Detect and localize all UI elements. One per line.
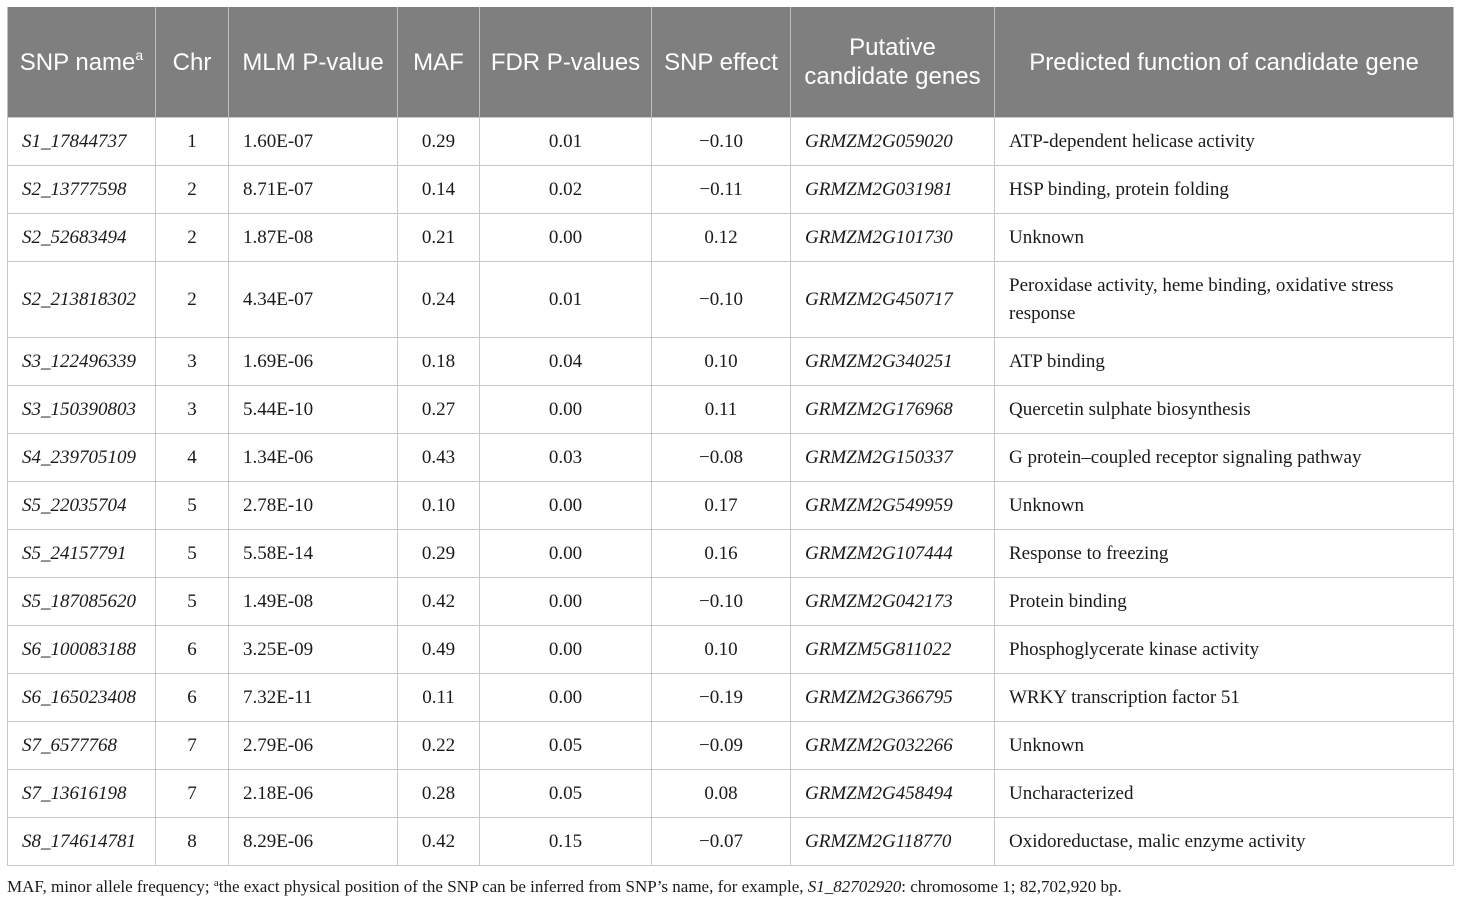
cell-maf: 0.29 (398, 530, 480, 578)
cell-chr: 6 (156, 674, 229, 722)
cell-candidate-gene: GRMZM2G150337 (791, 434, 995, 482)
cell-snp-effect: −0.11 (652, 166, 791, 214)
table-row (8, 386, 1454, 434)
cell-mlm-pvalue: 5.58E-14 (229, 530, 398, 578)
cell-mlm-pvalue: 1.49E-08 (229, 578, 398, 626)
cell-mlm-pvalue: 1.60E-07 (229, 118, 398, 166)
cell-predicted-function: G protein–coupled receptor signaling pathway (995, 434, 1454, 482)
cell-mlm-pvalue: 8.71E-07 (229, 166, 398, 214)
cell-snp-name: S6_165023408 (8, 674, 156, 722)
table-row (8, 118, 1454, 166)
cell-fdr: 0.00 (480, 626, 652, 674)
header-mlm-pvalue: MLM P-value (229, 7, 398, 118)
cell-candidate-gene: GRMZM2G450717 (791, 262, 995, 338)
header-predicted-function: Predicted function of candidate gene (995, 7, 1454, 118)
cell-maf: 0.22 (398, 722, 480, 770)
cell-chr: 7 (156, 722, 229, 770)
cell-snp-name: S5_187085620 (8, 578, 156, 626)
table-row (8, 338, 1454, 386)
cell-fdr: 0.02 (480, 166, 652, 214)
cell-chr: 6 (156, 626, 229, 674)
table-row (8, 434, 1454, 482)
cell-chr: 2 (156, 262, 229, 338)
table-footnote: MAF, minor allele frequency; $^a$the exact physical position of the SNP can be inferred from SNP’s name, for example, S1_82702920: chromosome 1; 82,702,920 bp. (7, 877, 1122, 896)
cell-snp-name: S5_22035704 (8, 482, 156, 530)
cell-predicted-function: Quercetin sulphate biosynthesis (995, 386, 1454, 434)
cell-maf: 0.29 (398, 118, 480, 166)
cell-fdr: 0.00 (480, 578, 652, 626)
cell-maf: 0.49 (398, 626, 480, 674)
cell-candidate-gene: GRMZM5G811022 (791, 626, 995, 674)
cell-snp-effect: 0.12 (652, 214, 791, 262)
cell-predicted-function: HSP binding, protein folding (995, 166, 1454, 214)
cell-fdr: 0.00 (480, 674, 652, 722)
cell-maf: 0.18 (398, 338, 480, 386)
cell-snp-name: S2_213818302 (8, 262, 156, 338)
cell-maf: 0.42 (398, 578, 480, 626)
header-chr: Chr (156, 7, 229, 118)
table-row (8, 166, 1454, 214)
cell-predicted-function: Peroxidase activity, heme binding, oxidative stress response (995, 262, 1454, 338)
cell-fdr: 0.00 (480, 482, 652, 530)
cell-mlm-pvalue: 2.78E-10 (229, 482, 398, 530)
cell-snp-effect: 0.10 (652, 626, 791, 674)
cell-maf: 0.11 (398, 674, 480, 722)
cell-snp-effect: 0.11 (652, 386, 791, 434)
cell-mlm-pvalue: 2.79E-06 (229, 722, 398, 770)
cell-mlm-pvalue: 4.34E-07 (229, 262, 398, 338)
snp-table-container (7, 7, 1453, 866)
cell-snp-name: S6_100083188 (8, 626, 156, 674)
cell-fdr: 0.00 (480, 530, 652, 578)
cell-chr: 5 (156, 578, 229, 626)
cell-snp-name: S4_239705109 (8, 434, 156, 482)
cell-maf: 0.42 (398, 818, 480, 866)
table-body (8, 118, 1454, 866)
cell-fdr: 0.05 (480, 770, 652, 818)
header-row (8, 7, 1454, 118)
cell-predicted-function: Uncharacterized (995, 770, 1454, 818)
cell-maf: 0.24 (398, 262, 480, 338)
cell-snp-name: S3_150390803 (8, 386, 156, 434)
cell-snp-effect: −0.10 (652, 578, 791, 626)
cell-mlm-pvalue: 5.44E-10 (229, 386, 398, 434)
cell-maf: 0.27 (398, 386, 480, 434)
cell-snp-name: S1_17844737 (8, 118, 156, 166)
cell-predicted-function: Unknown (995, 722, 1454, 770)
cell-candidate-gene: GRMZM2G059020 (791, 118, 995, 166)
cell-snp-name: S5_24157791 (8, 530, 156, 578)
cell-mlm-pvalue: 8.29E-06 (229, 818, 398, 866)
table-row (8, 578, 1454, 626)
cell-snp-effect: −0.07 (652, 818, 791, 866)
header-fdr-pvalues: FDR P-values (480, 7, 652, 118)
cell-snp-effect: 0.17 (652, 482, 791, 530)
cell-snp-name: S3_122496339 (8, 338, 156, 386)
cell-predicted-function: Phosphoglycerate kinase activity (995, 626, 1454, 674)
cell-candidate-gene: GRMZM2G031981 (791, 166, 995, 214)
cell-predicted-function: ATP binding (995, 338, 1454, 386)
cell-candidate-gene: GRMZM2G176968 (791, 386, 995, 434)
cell-chr: 1 (156, 118, 229, 166)
cell-chr: 5 (156, 482, 229, 530)
table-row (8, 482, 1454, 530)
cell-maf: 0.21 (398, 214, 480, 262)
cell-fdr: 0.01 (480, 262, 652, 338)
cell-snp-effect: −0.19 (652, 674, 791, 722)
cell-fdr: 0.03 (480, 434, 652, 482)
cell-fdr: 0.05 (480, 722, 652, 770)
cell-chr: 4 (156, 434, 229, 482)
cell-snp-name: S7_13616198 (8, 770, 156, 818)
cell-maf: 0.10 (398, 482, 480, 530)
cell-mlm-pvalue: 2.18E-06 (229, 770, 398, 818)
table-row (8, 262, 1454, 338)
cell-fdr: 0.00 (480, 214, 652, 262)
cell-snp-effect: 0.08 (652, 770, 791, 818)
header-candidate-genes: Putative candidate genes (791, 7, 995, 118)
cell-snp-name: S8_174614781 (8, 818, 156, 866)
cell-candidate-gene: GRMZM2G340251 (791, 338, 995, 386)
cell-mlm-pvalue: 3.25E-09 (229, 626, 398, 674)
cell-candidate-gene: GRMZM2G458494 (791, 770, 995, 818)
cell-candidate-gene: GRMZM2G366795 (791, 674, 995, 722)
cell-snp-effect: 0.10 (652, 338, 791, 386)
cell-chr: 3 (156, 338, 229, 386)
cell-snp-name: S2_13777598 (8, 166, 156, 214)
table-row (8, 818, 1454, 866)
cell-fdr: 0.04 (480, 338, 652, 386)
cell-predicted-function: Unknown (995, 214, 1454, 262)
cell-predicted-function: WRKY transcription factor 51 (995, 674, 1454, 722)
cell-mlm-pvalue: 1.87E-08 (229, 214, 398, 262)
cell-snp-effect: −0.10 (652, 118, 791, 166)
table-row (8, 674, 1454, 722)
cell-snp-effect: 0.16 (652, 530, 791, 578)
cell-maf: 0.14 (398, 166, 480, 214)
cell-maf: 0.43 (398, 434, 480, 482)
cell-candidate-gene: GRMZM2G042173 (791, 578, 995, 626)
header-snp-name: SNP name$^a$ (8, 7, 156, 118)
cell-fdr: 0.00 (480, 386, 652, 434)
cell-chr: 3 (156, 386, 229, 434)
cell-candidate-gene: GRMZM2G032266 (791, 722, 995, 770)
cell-fdr: 0.15 (480, 818, 652, 866)
table-row (8, 722, 1454, 770)
cell-chr: 5 (156, 530, 229, 578)
table-row (8, 530, 1454, 578)
table-row (8, 770, 1454, 818)
cell-fdr: 0.01 (480, 118, 652, 166)
cell-predicted-function: Unknown (995, 482, 1454, 530)
cell-predicted-function: Response to freezing (995, 530, 1454, 578)
snp-table (7, 7, 1454, 866)
cell-chr: 7 (156, 770, 229, 818)
cell-predicted-function: ATP-dependent helicase activity (995, 118, 1454, 166)
cell-predicted-function: Oxidoreductase, malic enzyme activity (995, 818, 1454, 866)
table-row (8, 214, 1454, 262)
cell-snp-effect: −0.08 (652, 434, 791, 482)
cell-predicted-function: Protein binding (995, 578, 1454, 626)
cell-mlm-pvalue: 7.32E-11 (229, 674, 398, 722)
cell-maf: 0.28 (398, 770, 480, 818)
cell-snp-effect: −0.10 (652, 262, 791, 338)
cell-candidate-gene: GRMZM2G549959 (791, 482, 995, 530)
cell-chr: 2 (156, 166, 229, 214)
cell-chr: 2 (156, 214, 229, 262)
cell-snp-name: S7_6577768 (8, 722, 156, 770)
cell-snp-effect: −0.09 (652, 722, 791, 770)
cell-snp-name: S2_52683494 (8, 214, 156, 262)
header-maf: MAF (398, 7, 480, 118)
cell-candidate-gene: GRMZM2G101730 (791, 214, 995, 262)
cell-candidate-gene: GRMZM2G118770 (791, 818, 995, 866)
header-snp-effect: SNP effect (652, 7, 791, 118)
table-row (8, 626, 1454, 674)
cell-candidate-gene: GRMZM2G107444 (791, 530, 995, 578)
cell-chr: 8 (156, 818, 229, 866)
cell-mlm-pvalue: 1.34E-06 (229, 434, 398, 482)
cell-mlm-pvalue: 1.69E-06 (229, 338, 398, 386)
